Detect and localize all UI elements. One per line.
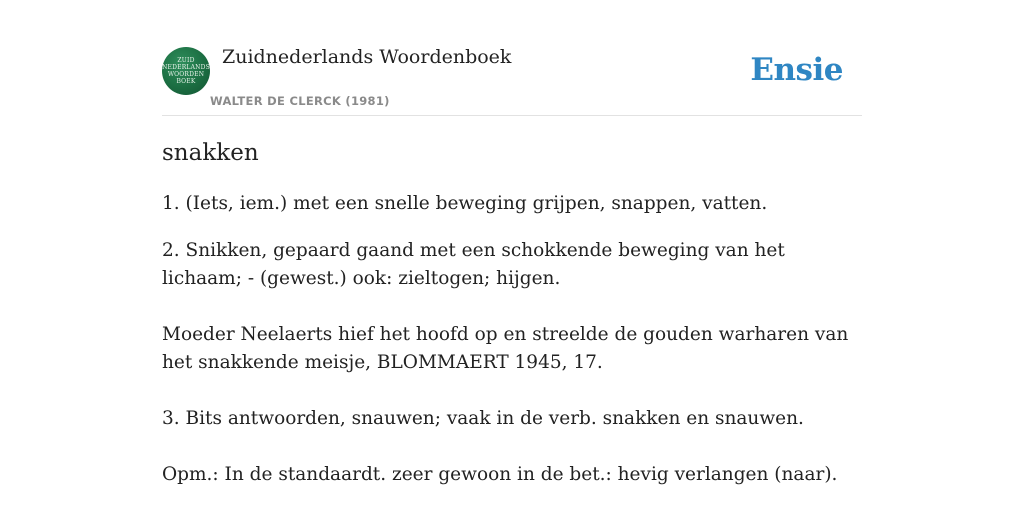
spacer — [162, 452, 862, 461]
ensie-logo-link[interactable]: Ensie — [750, 52, 843, 88]
page — [162, 0, 862, 485]
logo-line: BOEK — [176, 78, 196, 85]
entry-content — [162, 190, 862, 508]
example-quote: Moeder Neelaerts hief het hoofd op en streelde de gouden warharen van het snakkende meisje, BLOMMAERT 1945, 17. — [162, 324, 849, 373]
author-label: WALTER DE CLERCK (1981) — [210, 94, 390, 108]
entry-title: snakken — [162, 140, 259, 166]
definition-3: 3. Bits antwoorden, snauwen; vaak in de verb. snakken en snauwen. — [162, 408, 804, 429]
remark: Opm.: In de standaardt. zeer gewoon in de bet.: hevig verlangen (naar). — [162, 464, 838, 485]
definition-2: 2. Snikken, gepaard gaand met een schokkende beweging van het lichaam; - (gewest.) ook: zieltogen; hijgen. — [162, 240, 785, 289]
book-title-link[interactable]: Zuidnederlands Woordenboek — [222, 46, 512, 68]
logo-line: WOORDEN — [167, 71, 205, 78]
dictionary-header — [162, 0, 862, 116]
spacer — [162, 312, 862, 321]
dictionary-logo[interactable] — [162, 47, 210, 95]
spacer — [162, 396, 862, 405]
logo-line: NEDERLANDS — [162, 64, 210, 71]
logo-line: ZUID — [177, 57, 195, 64]
definition-1: 1. (Iets, iem.) met een snelle beweging grijpen, snappen, vatten. — [162, 193, 768, 214]
